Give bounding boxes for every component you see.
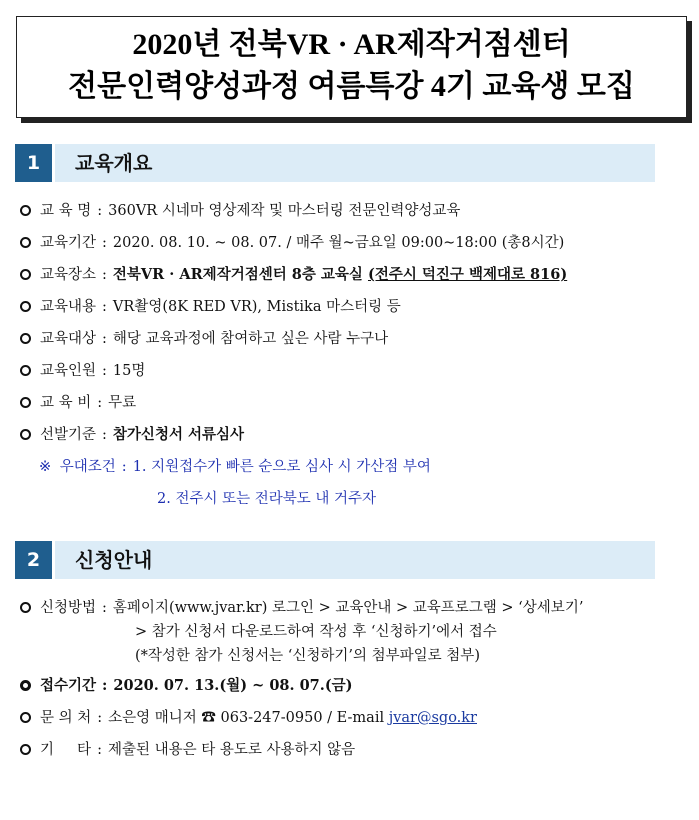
section-2-header [15, 541, 655, 579]
contact-value: 소은영 매니저 ☎ 063-247-0950 / E-mail [108, 710, 389, 726]
item-value: 2020. 08. 10. ~ 08. 07. / 매주 월~금요일 09:00∼18:00 (총8시간) [112, 235, 565, 251]
item-selection [20, 425, 244, 445]
preference-line-2 [157, 489, 376, 509]
section-1-header [15, 144, 655, 182]
section-2-number: 2 [15, 541, 52, 579]
item-label: 교육기간 [40, 235, 97, 251]
item-target [20, 329, 388, 349]
colon: : [97, 710, 103, 726]
etc-value: 제출된 내용은 타 용도로 사용하지 않음 [107, 742, 356, 758]
item-label: 기 타 [40, 742, 92, 758]
preference-line-1 [39, 457, 431, 477]
item-label: 교육대상 [40, 331, 97, 347]
email-link[interactable]: jvar@sgo.kr [388, 710, 477, 726]
circle-bullet-icon [20, 237, 31, 248]
section-1-title: 교육개요 [75, 151, 153, 175]
colon: : [102, 331, 107, 347]
item-content [20, 297, 401, 317]
location-address: (전주시 덕진구 백제대로 816) [367, 266, 568, 283]
colon: : [121, 459, 127, 475]
item-period [20, 233, 564, 253]
item-label: 교육장소 [40, 267, 97, 283]
item-apply-method [20, 598, 583, 618]
apply-method-line-1: 홈페이지(www.jvar.kr) 로그인 > 교육안내 > 교육프로그램 > ‘상세보기’ [112, 600, 584, 616]
preference-label: 우대조건 [59, 459, 116, 475]
item-location [20, 265, 567, 285]
item-course-name [20, 201, 460, 221]
item-contact [20, 708, 477, 728]
colon: : [102, 600, 107, 616]
circle-bullet-icon [20, 680, 31, 691]
item-label: 교육내용 [40, 299, 97, 315]
item-label: 교 육 비 [40, 395, 92, 411]
item-value: 360VR 시네마 영상제작 및 마스터링 전문인력양성교육 [108, 203, 461, 219]
item-value: VR촬영(8K RED VR), Mistika 마스터링 등 [112, 299, 401, 315]
circle-bullet-icon [20, 744, 31, 755]
item-label: 선발기준 [40, 427, 97, 443]
item-fee [20, 393, 136, 413]
item-value: 15명 [112, 363, 146, 379]
colon: : [97, 203, 103, 219]
colon: : [102, 363, 107, 379]
item-label: 접수기간 [40, 677, 97, 694]
circle-bullet-icon [20, 269, 31, 280]
location-name: 전북VR · AR제작거점센터 8층 교육실 [112, 266, 368, 283]
title-line-1: 2020년 전북VR · AR제작거점센터 [132, 28, 571, 61]
title-line-2: 전문인력양성과정 여름특강 4기 교육생 모집 [68, 70, 635, 103]
circle-bullet-icon [20, 301, 31, 312]
item-capacity [20, 361, 145, 381]
colon: : [97, 742, 102, 758]
item-value: 무료 [108, 395, 137, 411]
circle-bullet-icon [20, 429, 31, 440]
colon: : [97, 395, 103, 411]
circle-bullet-icon [20, 205, 31, 216]
colon: : [102, 677, 108, 694]
circle-bullet-icon [20, 365, 31, 376]
item-label: 교 육 명 [40, 203, 92, 219]
circle-bullet-icon [20, 712, 31, 723]
item-apply-period [20, 676, 353, 696]
colon: : [102, 427, 107, 443]
apply-method-line-2: > 참가 신청서 다운로드하여 작성 후 ‘신청하기’에서 접수 [135, 624, 497, 640]
colon: : [102, 235, 107, 251]
colon: : [102, 267, 107, 283]
apply-period-value: 2020. 07. 13.(월) ~ 08. 07.(금) [113, 677, 353, 694]
colon: : [102, 299, 107, 315]
item-value: 참가신청서 서류심사 [112, 426, 245, 443]
reference-mark: ※ [39, 459, 52, 475]
notice-title-box [16, 16, 687, 118]
circle-bullet-icon [20, 397, 31, 408]
item-label: 교육인원 [40, 363, 97, 379]
section-1-number: 1 [15, 144, 52, 182]
preference-item-1: 1. 지원접수가 빠른 순으로 심사 시 가산점 부여 [132, 459, 431, 475]
item-value: 해당 교육과정에 참여하고 싶은 사람 누구나 [112, 331, 389, 347]
item-label: 문 의 처 [40, 710, 92, 726]
apply-method-line-3: (*작성한 참가 신청서는 ‘신청하기’의 첨부파일로 첨부) [135, 648, 480, 664]
preference-item-2: 2. 전주시 또는 전라북도 내 거주자 [157, 491, 376, 507]
item-etc [20, 740, 355, 760]
circle-bullet-icon [20, 333, 31, 344]
section-2-title: 신청안내 [75, 548, 153, 572]
item-label: 신청방법 [40, 600, 97, 616]
circle-bullet-icon [20, 602, 31, 613]
